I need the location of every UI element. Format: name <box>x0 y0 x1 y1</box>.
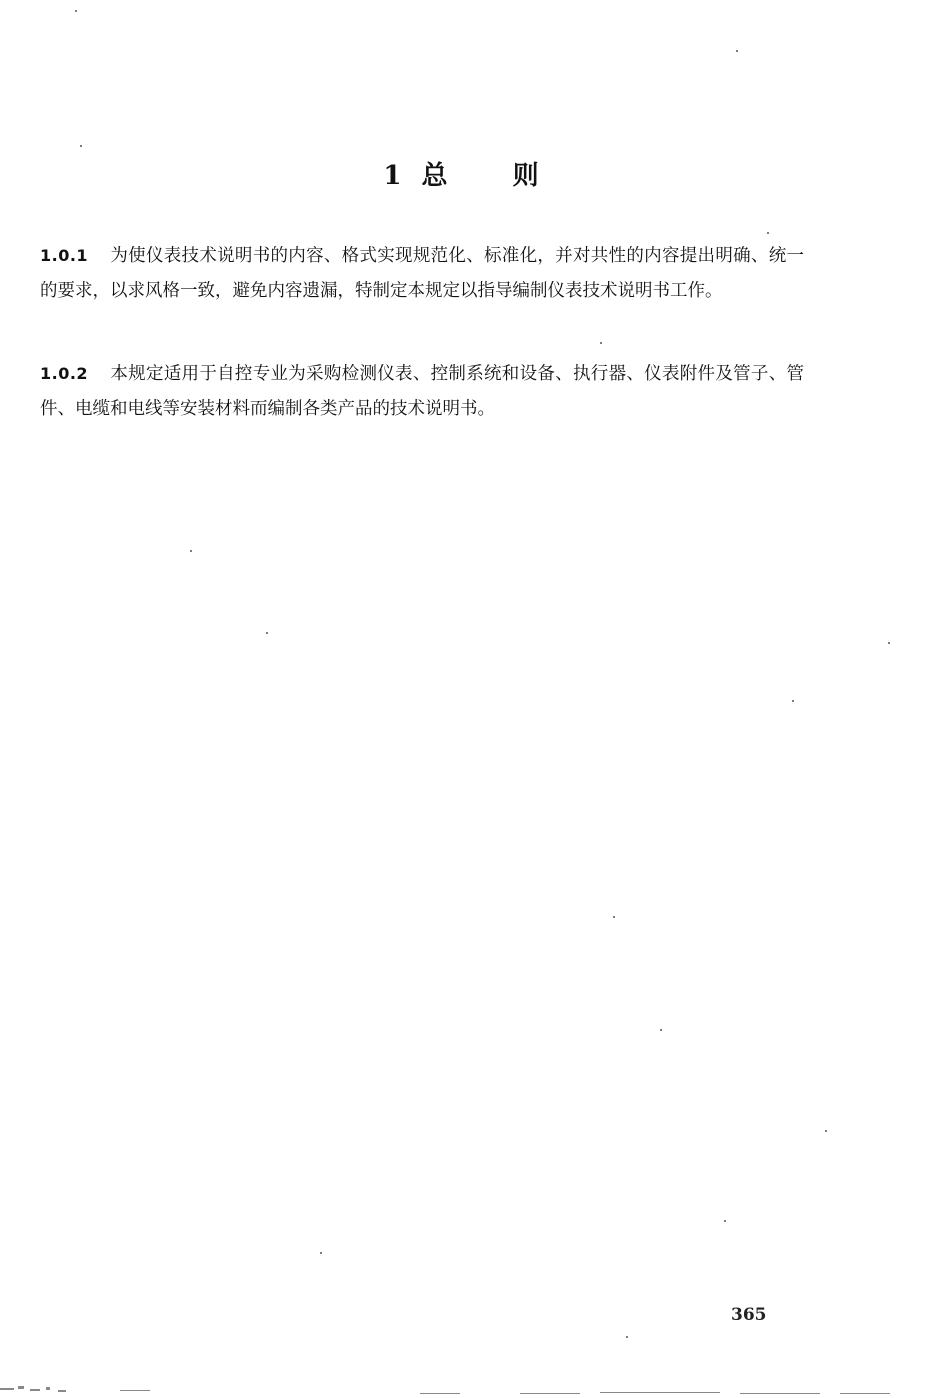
scan-speck <box>736 50 738 52</box>
chapter-number: 1 <box>383 161 404 191</box>
scan-speck <box>888 642 890 644</box>
chapter-title: 总 则 <box>421 161 567 191</box>
chapter-heading <box>0 155 950 192</box>
scan-speck <box>660 1029 662 1031</box>
scan-edge-noise <box>0 1384 950 1398</box>
clause-number: 1.0.2 <box>40 364 89 383</box>
scan-speck <box>600 342 602 344</box>
scan-speck <box>792 700 794 702</box>
scan-speck <box>626 1336 628 1338</box>
scan-speck <box>80 145 82 147</box>
clause-paragraph <box>40 238 804 309</box>
clause-text: 为使仪表技术说明书的内容、格式实现规范化、标准化，并对共性的内容提出明确、统一的要求，以求风格一致，避免内容遗漏，特制定本规定以指导编制仪表技术说明书工作。 <box>40 246 804 301</box>
clause-paragraph <box>40 356 804 427</box>
scan-speck <box>75 10 77 12</box>
scan-speck <box>724 1220 726 1222</box>
scan-speck <box>825 1130 827 1132</box>
clause-number: 1.0.1 <box>40 246 89 265</box>
scan-speck <box>613 916 615 918</box>
clause-text: 本规定适用于自控专业为采购检测仪表、控制系统和设备、执行器、仪表附件及管子、管件、电缆和电线等安装材料而编制各类产品的技术说明书。 <box>40 364 804 419</box>
scan-speck <box>320 1252 322 1254</box>
scan-speck <box>767 232 769 234</box>
page-number: 365 <box>731 1305 767 1325</box>
scan-speck <box>190 550 192 552</box>
scan-speck <box>266 632 268 634</box>
